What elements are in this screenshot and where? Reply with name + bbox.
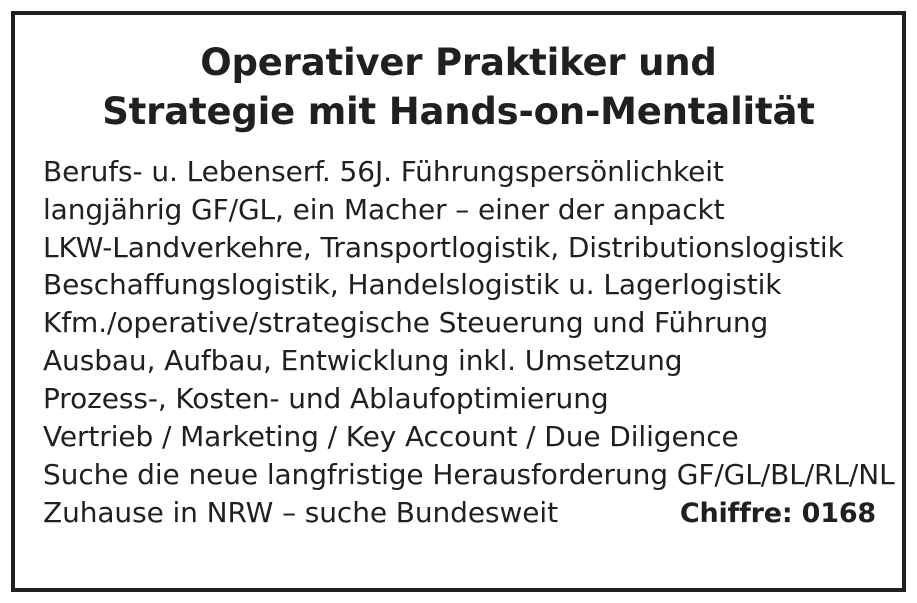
page-title: [37, 39, 880, 137]
reference-code: Chiffre: 0168: [679, 498, 876, 530]
list-item: Kfm./operative/strategische Steuerung und Führung: [43, 306, 769, 340]
advertisement-content: [15, 15, 902, 588]
closing-row: [37, 494, 880, 532]
list-item: Vertrieb / Marketing / Key Account / Due Diligence: [43, 420, 739, 454]
location-line: Zuhause in NRW – suche Bundesweit: [43, 496, 558, 530]
list-item: Berufs- u. Lebenserf. 56J. Führungspersönlichkeit: [43, 154, 724, 188]
advertisement-frame: [11, 11, 906, 592]
qualification-list: [37, 153, 895, 494]
list-item: Prozess-, Kosten- und Ablaufoptimierung: [43, 382, 609, 416]
list-item: Suche die neue langfristige Herausforderung GF/GL/BL/RL/NL: [43, 458, 895, 492]
list-item: langjährig GF/GL, ein Macher – einer der anpackt: [43, 192, 725, 226]
list-item: Ausbau, Aufbau, Entwicklung inkl. Umsetzung: [43, 344, 683, 378]
headline-line-1: Operativer Praktiker und: [200, 41, 717, 84]
list-item: LKW-Landverkehre, Transportlogistik, Distributionslogistik: [43, 230, 844, 264]
list-item: Beschaffungslogistik, Handelslogistik u. Lagerlogistik: [43, 268, 782, 302]
headline-line-2: Strategie mit Hands-on-Mentalität: [102, 89, 815, 133]
